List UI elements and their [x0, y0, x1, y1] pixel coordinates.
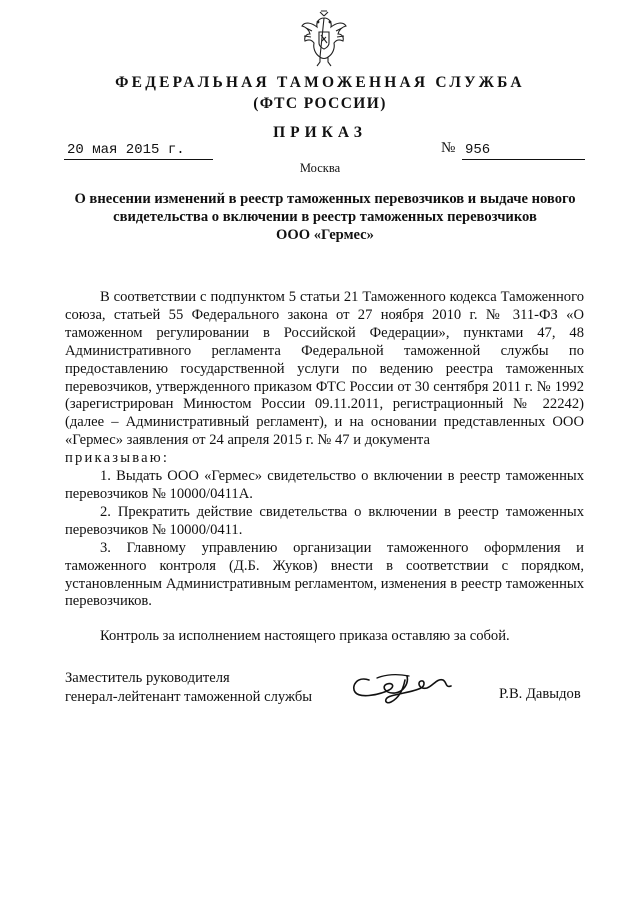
subject-line: ООО «Гермес»	[276, 227, 374, 243]
document-type: ПРИКАЗ	[273, 124, 367, 141]
order-item: 3. Главному управлению организации таможенного оформления и таможенного контроля (Д.Б. Жуков) внести в соответствии с порядком, установленным Административным регламентом, изменения в реестр таможенных перевозчиков.	[65, 539, 584, 610]
city: Москва	[299, 161, 341, 175]
signatory-rank: генерал-лейтенант таможенной службы	[65, 688, 313, 705]
agency-abbreviation: (ФТС РОССИИ)	[253, 95, 387, 112]
handwritten-signature-icon	[347, 668, 477, 706]
order-body	[65, 289, 584, 646]
order-item: 2. Прекратить действие свидетельства о включении в реестр таможенных перевозчиков № 10000/0411.	[65, 503, 584, 538]
coat-of-arms-icon	[300, 10, 348, 68]
order-subject	[60, 190, 590, 244]
signatory-name: Р.В. Давыдов	[499, 686, 581, 702]
signatory-title	[65, 669, 312, 706]
order-date: 20 мая 2015 г.	[64, 142, 213, 160]
subject-line: О внесении изменений в реестр таможенных перевозчиков и выдаче нового	[74, 191, 576, 207]
number-sign: №	[441, 140, 456, 156]
control-paragraph: Контроль за исполнением настоящего приказа оставляю за собой.	[100, 628, 510, 645]
order-item: 1. Выдать ООО «Гермес» свидетельство о включении в реестр таможенных перевозчиков № 10000/0411А.	[65, 468, 584, 502]
subject-line: свидетельства о включении в реестр таможенных перевозчиков	[113, 209, 537, 225]
order-number: 956	[462, 142, 585, 160]
intro-paragraph: В соответствии с подпунктом 5 статьи 21 Таможенного кодекса Таможенного союза, статьей 55 Федерального закона от 27 ноября 2010 г. № 311-ФЗ «О таможенном регулировании в Российской Федерации», пунктами 47, 48 Административного регламента Федеральной таможенной службы по предоставлению государственной услуги по ведению реестра таможенных перевозчиков, утвержденного приказом ФТС России от 30 сентября 2011 г. № 1992 (зарегистрирован Минюстом России 09.11.2011, регистрационный № 22242) (далее – Административный регламент), и на основании представленных ООО «Гермес» заявления от 24 апреля 2015 г. № 47 и документа	[65, 289, 584, 449]
signatory-position: Заместитель руководителя	[65, 670, 230, 686]
order-word: приказываю:	[65, 450, 170, 467]
agency-name: ФЕДЕРАЛЬНАЯ ТАМОЖЕННАЯ СЛУЖБА	[115, 74, 525, 91]
